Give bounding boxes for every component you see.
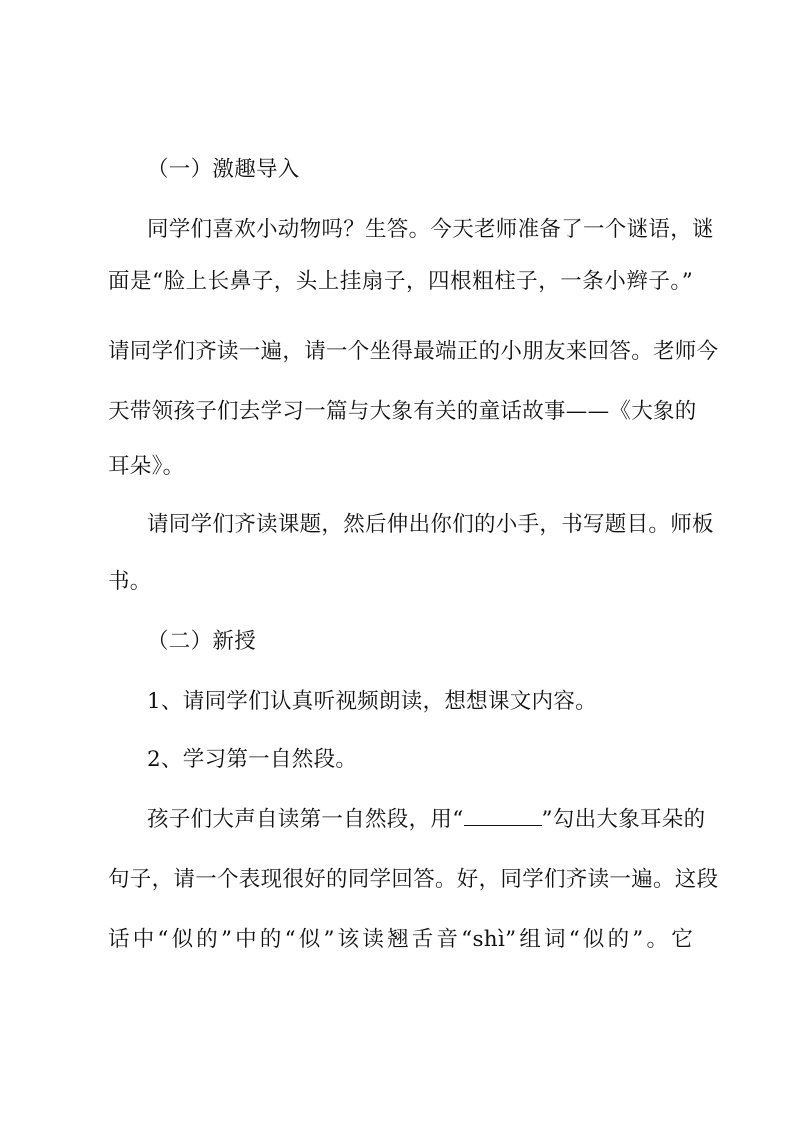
section-heading-intro: （一）激趣导入 [147,157,300,182]
paragraph-2-line-1: 请同学们齐读课题，然后伸出你们的小手，书写题目。师板 [147,512,714,537]
paragraph-2-line-2: 书。 [108,569,152,594]
list-item-1: 1、请同学们认真听视频朗读，想想课文内容。 [147,689,597,714]
fill-in-blank [464,805,542,826]
paragraph-3-line-1 [147,805,705,835]
list-item-2: 2、学习第一自然段。 [147,747,358,772]
paragraph-1-line-2: 面是“脸上长鼻子，头上挂扇子，四根粗柱子，一条小辫子。” [108,269,693,294]
paragraph-3-line-2: 句子，请一个表现很好的同学回答。好，同学们齐读一遍。这段 [108,867,719,892]
paragraph-1-line-3: 请同学们齐读一遍，请一个坐得最端正的小朋友来回答。老师今 [108,339,719,364]
paragraph-3-line-1-before: 孩子们大声自读第一自然段，用“ [147,807,464,832]
paragraph-3-line-1-after: ”勾出大象耳朵的 [541,807,706,832]
paragraph-1-line-5: 耳朵》。 [108,454,185,479]
section-heading-new-lesson: （二）新授 [147,629,257,654]
paragraph-1-line-1: 同学们喜欢小动物吗？生答。今天老师准备了一个谜语，谜 [147,217,714,242]
paragraph-1-line-4: 天带领孩子们去学习一篇与大象有关的童话故事——《大象的 [108,399,697,424]
paragraph-3-line-3: 话中“似的”中的“似”该读翘舌音“shì”组词“似的”。它 [108,927,693,952]
